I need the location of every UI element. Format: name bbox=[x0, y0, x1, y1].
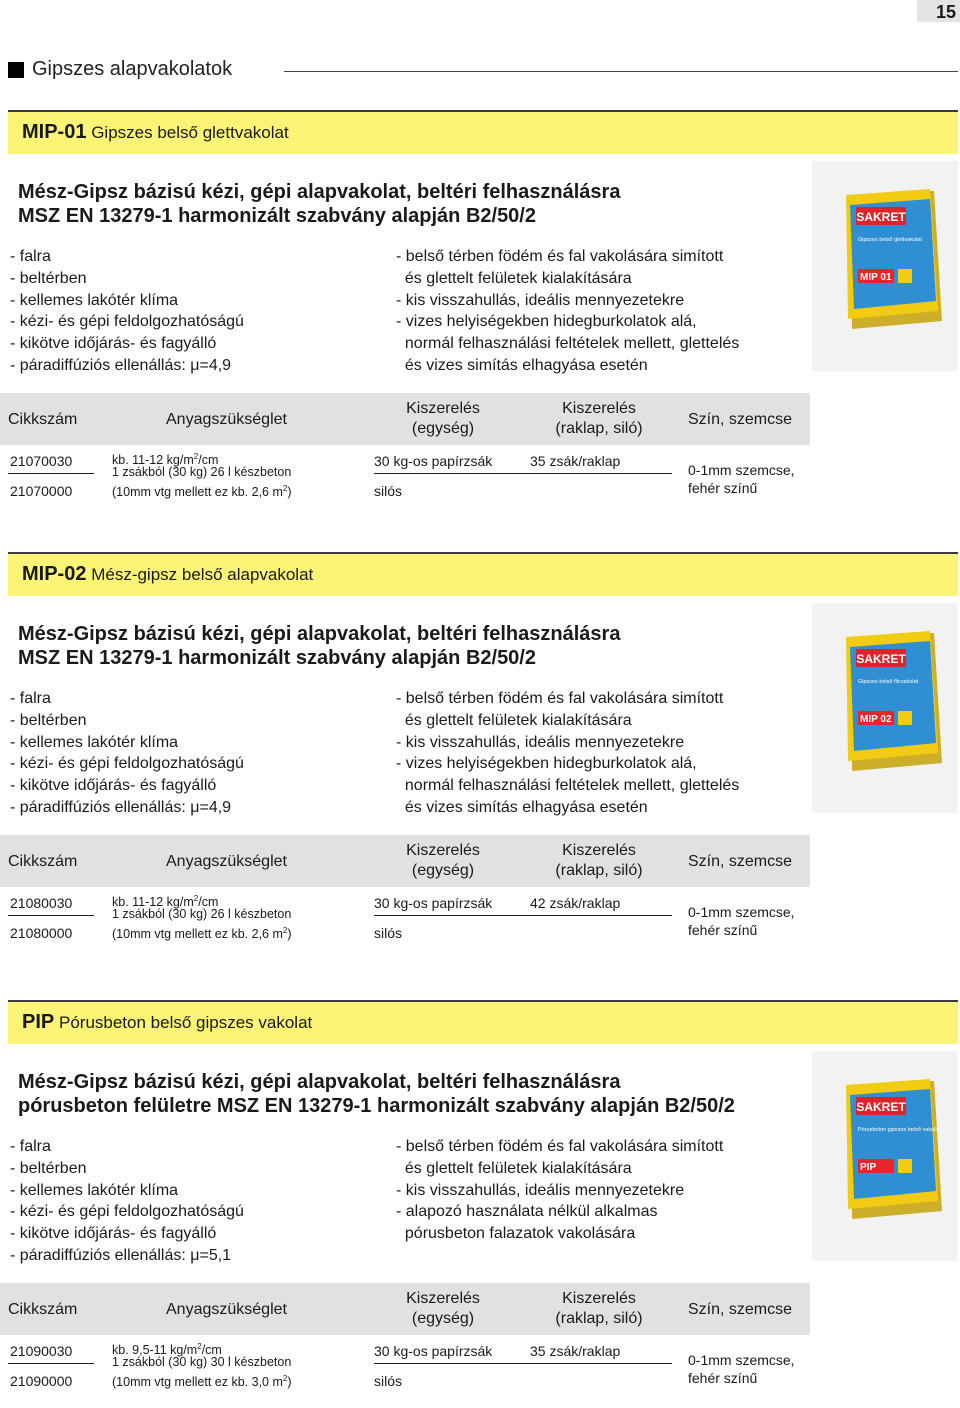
property-item: - falra bbox=[10, 1138, 51, 1155]
product-code: MIP-01 bbox=[22, 121, 87, 143]
property-item: - alapozó használata nélkül alkalmas bbox=[396, 1203, 658, 1221]
heading-rule bbox=[284, 71, 958, 72]
bag-label: PIP bbox=[860, 1162, 877, 1173]
property-item: - páradiffúziós ellenállás: μ=4,9 bbox=[10, 798, 232, 816]
property-item: - kellemes lakótér klíma bbox=[10, 733, 179, 751]
product-name: Mész-gipsz belső alapvakolat bbox=[91, 565, 314, 584]
property-item: - kézi- és gépi feldolgozhatóságú bbox=[10, 313, 244, 331]
property-item: - belső térben födém és fal vakolására simított bbox=[396, 1138, 724, 1155]
product-title-line2: MSZ EN 13279-1 harmonizált szabvány alapján B2/50/2 bbox=[18, 205, 536, 227]
bag-brand: SAKRET bbox=[856, 652, 906, 666]
pack-silo: silós bbox=[374, 925, 403, 941]
product-banner bbox=[8, 110, 958, 154]
product-bag-image bbox=[812, 603, 958, 813]
th-pack-pallet-line1: Kiszerelés bbox=[562, 1290, 636, 1307]
property-item: és glettelt felületek kialakítására bbox=[396, 1159, 632, 1177]
properties-right bbox=[396, 688, 739, 819]
article-number-bag: 21090030 bbox=[10, 1343, 73, 1359]
th-pack-unit-line1: Kiszerelés bbox=[406, 1290, 480, 1307]
consumption-yield: 1 zsákból (30 kg) 26 l készbeton bbox=[112, 465, 292, 479]
article-number-bag: 21080030 bbox=[10, 895, 73, 911]
th-code: Cikkszám bbox=[8, 1301, 78, 1318]
property-item: - páradiffúziós ellenállás: μ=4,9 bbox=[10, 356, 232, 374]
article-number-silo: 21070000 bbox=[10, 483, 73, 499]
property-item: - kézi- és gépi feldolgozhatóságú bbox=[10, 1203, 244, 1221]
consumption-rate: kb. 9,5-11 $kg/m^2/cm$ bbox=[112, 1342, 222, 1358]
product-title-line2: pórusbeton felületre MSZ EN 13279-1 harmonizált szabvány alapján B2/50/2 bbox=[18, 1095, 735, 1117]
property-item: - falra bbox=[10, 248, 51, 265]
product-bag-image bbox=[812, 1051, 958, 1261]
row-divider bbox=[374, 473, 672, 474]
pack-pallet: 35 zsák/raklap bbox=[530, 453, 621, 469]
product-title-line2: MSZ EN 13279-1 harmonizált szabvány alapján B2/50/2 bbox=[18, 647, 536, 669]
th-consumption: Anyagszükséglet bbox=[166, 853, 287, 870]
property-item: - kis visszahullás, ideális mennyezetekre bbox=[396, 291, 685, 309]
pack-pallet: 42 zsák/raklap bbox=[530, 895, 621, 911]
th-color: Szín, szemcse bbox=[688, 411, 793, 428]
color-white: fehér színű bbox=[688, 922, 758, 938]
property-item: és vizes simítás elhagyása esetén bbox=[396, 356, 648, 374]
heading-square-icon bbox=[8, 62, 24, 78]
property-item: - kikötve időjárás- és fagyálló bbox=[10, 1225, 217, 1243]
property-item: - kis visszahullás, ideális mennyezetekre bbox=[396, 1181, 685, 1199]
row-divider bbox=[8, 915, 94, 916]
properties-right bbox=[396, 1136, 723, 1245]
th-pack-unit-line2: (egység) bbox=[411, 420, 475, 437]
consumption-coverage: (10mm vtg mellett ez kb. 2,6 $m^2$) bbox=[112, 926, 292, 942]
property-item: és vizes simítás elhagyása esetén bbox=[396, 798, 648, 816]
pack-silo: silós bbox=[374, 483, 403, 499]
consumption-coverage: (10mm vtg mellett ez kb. 3,0 $m^2$) bbox=[112, 1374, 292, 1390]
property-item: - belső térben födém és fal vakolására simított bbox=[396, 248, 724, 265]
product-name: Pórusbeton belső gipszes vakolat bbox=[58, 1013, 313, 1032]
th-pack-pallet-line2: (raklap, siló) bbox=[555, 1310, 643, 1327]
row-divider bbox=[8, 1363, 94, 1364]
bag-brand: SAKRET bbox=[856, 1100, 906, 1114]
color-white: fehér színű bbox=[688, 1370, 758, 1386]
th-consumption: Anyagszükséglet bbox=[166, 1301, 287, 1318]
property-item: - beltérben bbox=[10, 269, 87, 287]
color-white: fehér színű bbox=[688, 480, 758, 496]
properties-left bbox=[10, 246, 244, 377]
property-item: normál felhasználási feltételek mellett, glettelés bbox=[396, 777, 740, 795]
product-code: MIP-02 bbox=[22, 563, 87, 585]
pack-bag: 30 kg-os papírzsák bbox=[374, 895, 493, 911]
section-heading bbox=[8, 58, 958, 86]
property-item: - kikötve időjárás- és fagyálló bbox=[10, 335, 217, 353]
th-pack-unit bbox=[398, 399, 488, 439]
th-pack-unit bbox=[398, 1289, 488, 1329]
product-title-line1: Mész-Gipsz bázisú kézi, gépi alapvakolat, beltéri felhasználásra bbox=[18, 623, 621, 645]
property-item: - vizes helyiségekben hidegburkolatok alá, bbox=[396, 313, 697, 331]
property-item: - belső térben födém és fal vakolására simított bbox=[396, 690, 724, 707]
th-pack-unit-line1: Kiszerelés bbox=[406, 400, 480, 417]
article-number-silo: 21090000 bbox=[10, 1373, 73, 1389]
property-item: pórusbeton falazatok vakolására bbox=[396, 1225, 636, 1243]
consumption-rate: kb. 11-12 $kg/m^2/cm$ bbox=[112, 894, 219, 910]
consumption-coverage: (10mm vtg mellett ez kb. 2,6 $m^2$) bbox=[112, 484, 292, 500]
th-pack-pallet-line1: Kiszerelés bbox=[562, 400, 636, 417]
property-item: - kellemes lakótér klíma bbox=[10, 291, 179, 309]
product-title-line1: Mész-Gipsz bázisú kézi, gépi alapvakolat, beltéri felhasználásra bbox=[18, 181, 621, 203]
article-number-bag: 21070030 bbox=[10, 453, 73, 469]
pack-bag: 30 kg-os papírzsák bbox=[374, 1343, 493, 1359]
properties-right bbox=[396, 246, 739, 377]
product-bag-image bbox=[812, 161, 958, 371]
th-pack-pallet bbox=[544, 841, 654, 881]
product-name: Gipszes belső glettvakolat bbox=[91, 123, 289, 142]
product-title-line1: Mész-Gipsz bázisú kézi, gépi alapvakolat, beltéri felhasználásra bbox=[18, 1071, 621, 1093]
section-heading-text: Gipszes alapvakolatok bbox=[32, 58, 233, 80]
th-pack-pallet-line2: (raklap, siló) bbox=[555, 862, 643, 879]
property-item: - vizes helyiségekben hidegburkolatok alá, bbox=[396, 755, 697, 773]
consumption-yield: 1 zsákból (30 kg) 26 l készbeton bbox=[112, 907, 292, 921]
th-pack-pallet bbox=[544, 399, 654, 439]
consumption-yield: 1 zsákból (30 kg) 30 l készbeton bbox=[112, 1355, 292, 1369]
bag-description: Gipszes belső filcvakolat bbox=[858, 679, 919, 685]
properties-left bbox=[10, 1136, 244, 1267]
th-color: Szín, szemcse bbox=[688, 853, 793, 870]
bag-label: MIP 01 bbox=[860, 272, 892, 283]
pack-pallet: 35 zsák/raklap bbox=[530, 1343, 621, 1359]
th-pack-unit-line1: Kiszerelés bbox=[406, 842, 480, 859]
th-consumption: Anyagszükséglet bbox=[166, 411, 287, 428]
bag-description: Pórusbeton gipszes belső vakolat bbox=[858, 1127, 940, 1133]
property-item: - kikötve időjárás- és fagyálló bbox=[10, 777, 217, 795]
product-banner bbox=[8, 552, 958, 596]
row-divider bbox=[374, 1363, 672, 1364]
th-pack-unit bbox=[398, 841, 488, 881]
property-item: - kellemes lakótér klíma bbox=[10, 1181, 179, 1199]
property-item: - falra bbox=[10, 690, 51, 707]
product-banner bbox=[8, 1000, 958, 1044]
pack-silo: silós bbox=[374, 1373, 403, 1389]
properties-left bbox=[10, 688, 244, 819]
property-item: és glettelt felületek kialakítására bbox=[396, 269, 632, 287]
th-pack-pallet bbox=[544, 1289, 654, 1329]
consumption-rate: kb. 11-12 $kg/m^2/cm$ bbox=[112, 452, 219, 468]
th-code: Cikkszám bbox=[8, 853, 78, 870]
color-grain: 0-1mm szemcse, bbox=[688, 1352, 795, 1368]
property-item: - páradiffúziós ellenállás: μ=5,1 bbox=[10, 1246, 232, 1264]
bag-label: MIP 02 bbox=[860, 714, 892, 725]
th-pack-pallet-line2: (raklap, siló) bbox=[555, 420, 643, 437]
th-pack-unit-line2: (egység) bbox=[411, 1310, 475, 1327]
color-grain: 0-1mm szemcse, bbox=[688, 462, 795, 478]
property-item: normál felhasználási feltételek mellett, glettelés bbox=[396, 335, 740, 353]
th-color: Szín, szemcse bbox=[688, 1301, 793, 1318]
row-divider bbox=[8, 473, 94, 474]
product-code: PIP bbox=[22, 1011, 55, 1033]
article-number-silo: 21080000 bbox=[10, 925, 73, 941]
page-number: 15 bbox=[936, 2, 957, 22]
property-item: és glettelt felületek kialakítására bbox=[396, 711, 632, 729]
bag-brand: SAKRET bbox=[856, 210, 906, 224]
property-item: - kis visszahullás, ideális mennyezetekre bbox=[396, 733, 685, 751]
property-item: - beltérben bbox=[10, 1159, 87, 1177]
pack-bag: 30 kg-os papírzsák bbox=[374, 453, 493, 469]
th-code: Cikkszám bbox=[8, 411, 78, 428]
color-grain: 0-1mm szemcse, bbox=[688, 904, 795, 920]
th-pack-unit-line2: (egység) bbox=[411, 862, 475, 879]
row-divider bbox=[374, 915, 672, 916]
property-item: - kézi- és gépi feldolgozhatóságú bbox=[10, 755, 244, 773]
th-pack-pallet-line1: Kiszerelés bbox=[562, 842, 636, 859]
property-item: - beltérben bbox=[10, 711, 87, 729]
bag-description: Gipszes belső glettvakolat bbox=[858, 237, 922, 243]
